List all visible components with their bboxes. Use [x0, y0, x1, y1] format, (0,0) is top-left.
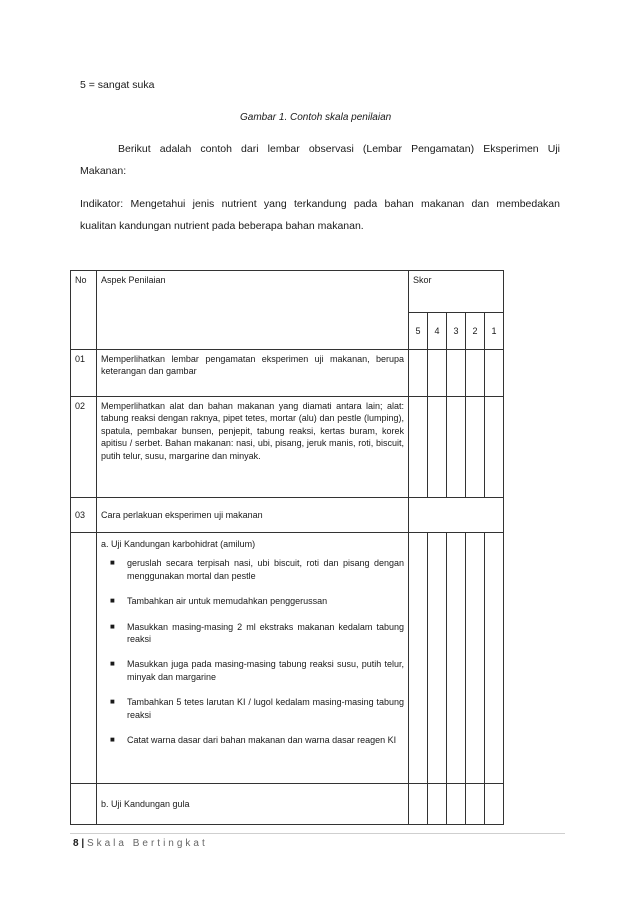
score-cell[interactable]: [466, 784, 485, 825]
score-cell[interactable]: [428, 397, 447, 498]
score-cell[interactable]: [428, 784, 447, 825]
figure-caption: Gambar 1. Contoh skala penilaian: [240, 112, 392, 123]
bullet-icon: ■: [110, 621, 115, 631]
intro-line-1: Berikut adalah contoh dari lembar observasi (Lembar Pengamatan) Eksperimen Uji: [118, 143, 560, 155]
list-item: ■ Masukkan masing-masing 2 ml ekstraks makanan kedalam tabung reaksi: [110, 621, 404, 645]
score-cell[interactable]: [447, 397, 466, 498]
score-cell[interactable]: [466, 533, 485, 784]
score-cell[interactable]: [409, 397, 428, 498]
row-aspect: Memperlihatkan lembar pengamatan eksperimen uji makanan, berupa keterangan dan gambar: [97, 350, 409, 397]
score-cell[interactable]: [485, 397, 504, 498]
score-cell[interactable]: [428, 533, 447, 784]
header-score: Skor: [409, 271, 504, 313]
score-cell[interactable]: [466, 350, 485, 397]
row-no: 02: [71, 397, 97, 498]
score-cell[interactable]: [485, 533, 504, 784]
score-cell[interactable]: [409, 350, 428, 397]
row-aspect: Memperlihatkan alat dan bahan makanan yang diamati antara lain; alat: tabung reaksi dengan raknya, pipet tetes, mortar (alu) dan pestle (lumping), spatula, pembakar bunsen, penjepit, tabung reaksi, kertas buram, korek apitisu / serbet. Bahan makanan: nasi, ubi, pisang, jeruk manis, roti, biscuit, putih telur, susu, margarine dan minyak.: [97, 397, 409, 498]
score-label: 3: [447, 312, 466, 349]
score-cell[interactable]: [428, 350, 447, 397]
row-aspect: Cara perlakuan eksperimen uji makanan: [97, 498, 409, 533]
indicator-line-2: kualitan kandungan nutrient pada beberapa bahan makanan.: [80, 220, 364, 232]
bullet-icon: ■: [110, 697, 115, 707]
section-a-list: [101, 557, 404, 746]
page-footer: [73, 838, 208, 849]
table-row-section-b: [71, 784, 504, 825]
score-label: 2: [466, 312, 485, 349]
score-cell[interactable]: [466, 397, 485, 498]
intro-line-2: Makanan:: [80, 165, 127, 177]
score-cell[interactable]: [447, 533, 466, 784]
table-header-row: [71, 271, 504, 313]
section-b-title: b. Uji Kandungan gula: [97, 784, 409, 825]
observation-table: [70, 270, 504, 825]
list-item: ■ Catat warna dasar dari bahan makanan dan warna dasar reagen KI: [110, 735, 397, 746]
header-no: No: [71, 271, 97, 350]
bullet-icon: ■: [110, 596, 115, 606]
row-no-empty: [71, 784, 97, 825]
score-cell[interactable]: [409, 533, 428, 784]
row-no-empty: [71, 533, 97, 784]
score-cell[interactable]: [485, 784, 504, 825]
list-item: ■ geruslah secara terpisah nasi, ubi biscuit, roti dan pisang dengan menggunakan mortal dan pestle: [110, 558, 404, 581]
table-row-section-a: [71, 533, 504, 784]
table-row: [71, 350, 504, 397]
table-row: [71, 397, 504, 498]
footer-title: Skala Bertingkat: [86, 838, 208, 849]
footer-divider: [70, 833, 565, 834]
score-label: 4: [428, 312, 447, 349]
score-label: 5: [409, 312, 428, 349]
indicator-line-1: Indikator: Mengetahui jenis nutrient yang terkandung pada bahan makanan dan membedakan: [80, 198, 560, 210]
score-cell[interactable]: [485, 350, 504, 397]
score-cell[interactable]: [447, 350, 466, 397]
header-aspect: Aspek Penilaian: [97, 271, 409, 350]
score-cell[interactable]: [409, 784, 428, 825]
section-a-title: a. Uji Kandungan karbohidrat (amilum): [101, 539, 256, 549]
footer-separator: |: [81, 838, 85, 849]
table-row: [71, 498, 504, 533]
section-a: [97, 533, 409, 784]
score-label: 1: [485, 312, 504, 349]
page-number: 8: [73, 838, 79, 849]
list-item: ■ Masukkan juga pada masing-masing tabung reaksi susu, putih telur, minyak dan margarine: [110, 659, 404, 682]
legend-line: 5 = sangat suka: [80, 79, 155, 91]
list-item: ■ Tambahkan air untuk memudahkan penggerussan: [110, 596, 328, 607]
row-no: 01: [71, 350, 97, 397]
merged-score-cell: [409, 498, 504, 533]
row-no: 03: [71, 498, 97, 533]
bullet-icon: ■: [110, 659, 115, 669]
bullet-icon: ■: [110, 735, 115, 745]
list-item: ■ Tambahkan 5 tetes larutan KI / lugol kedalam masing-masing tabung reaksi: [110, 697, 404, 720]
score-cell[interactable]: [447, 784, 466, 825]
bullet-icon: ■: [110, 558, 115, 568]
